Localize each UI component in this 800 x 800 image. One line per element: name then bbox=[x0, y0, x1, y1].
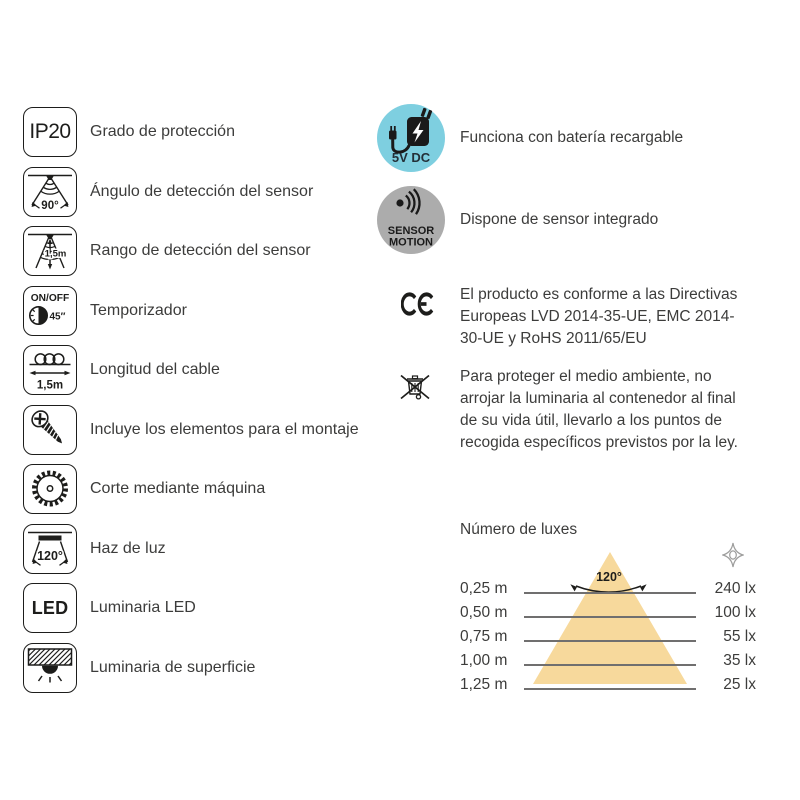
lux-row bbox=[460, 649, 756, 673]
distance-label: 0,75 m bbox=[460, 628, 508, 645]
lux-row bbox=[460, 601, 756, 625]
distance-label: 0,50 m bbox=[460, 604, 508, 621]
lux-row bbox=[460, 625, 756, 649]
spec-label: Grado de protección bbox=[90, 123, 235, 140]
level-line bbox=[524, 616, 696, 618]
spec-row-sensor-range bbox=[23, 226, 359, 276]
saw-blade-icon bbox=[23, 464, 77, 514]
spec-label: Ángulo de detección del sensor bbox=[90, 182, 314, 200]
spec-label: Corte mediante máquina bbox=[90, 480, 266, 497]
screw-glyph bbox=[25, 407, 75, 453]
ce-mark-icon bbox=[401, 292, 435, 316]
svg-text:120°: 120° bbox=[596, 570, 622, 584]
spec-row-light-beam bbox=[23, 524, 359, 574]
sensor-range-glyph bbox=[25, 228, 75, 274]
level-line bbox=[524, 640, 696, 642]
feature-sensor bbox=[377, 186, 658, 254]
feature-battery-label: Funciona con batería recargable bbox=[460, 129, 684, 146]
feature-battery bbox=[377, 104, 683, 172]
spec-row-ip-rating bbox=[23, 107, 359, 157]
lux-chart-canvas bbox=[460, 540, 756, 693]
svg-text:5V DC: 5V DC bbox=[391, 150, 431, 165]
spec-row-led bbox=[23, 583, 359, 633]
light-source-icon bbox=[722, 542, 744, 568]
level-line bbox=[524, 664, 696, 666]
distance-label: 1,25 m bbox=[460, 676, 508, 693]
svg-text:1,5m: 1,5m bbox=[44, 248, 67, 260]
spec-row-machine-cut bbox=[23, 464, 359, 514]
spec-label: Haz de luz bbox=[90, 539, 166, 557]
spec-label: Temporizador bbox=[90, 301, 187, 319]
lux-row bbox=[460, 673, 756, 697]
spec-label: Incluye los elementos para el montaje bbox=[90, 420, 359, 438]
weee-text: Para proteger el medio ambiente, no arrojar la luminaria al contenedor al final de su vida útil, llevarlo a los puntos de recogida específicos previstos por la ley. bbox=[460, 368, 738, 451]
spec-list bbox=[23, 107, 359, 693]
level-line bbox=[524, 592, 696, 594]
lux-value: 35 lx bbox=[723, 652, 756, 669]
svg-text:45″: 45″ bbox=[49, 311, 66, 322]
svg-text:1,5m: 1,5m bbox=[36, 379, 64, 392]
screw-icon bbox=[23, 405, 77, 455]
spec-row-sensor-angle bbox=[23, 167, 359, 217]
spec-label: Longitud del cable bbox=[90, 361, 220, 378]
svg-text:120°: 120° bbox=[37, 548, 63, 563]
svg-text:MOTION: MOTION bbox=[389, 236, 433, 249]
surface-mount-glyph bbox=[25, 645, 75, 691]
spec-row-surface-mount bbox=[23, 643, 359, 693]
sensor-angle-glyph bbox=[25, 169, 75, 215]
spec-label: Luminaria de superficie bbox=[90, 658, 256, 676]
lux-chart bbox=[460, 521, 756, 693]
svg-text:90°: 90° bbox=[41, 199, 59, 212]
light-beam-icon bbox=[23, 524, 77, 574]
lux-chart-title: Número de luxes bbox=[460, 521, 578, 538]
cable-length-glyph bbox=[25, 347, 75, 393]
spec-row-cable-length bbox=[23, 345, 359, 395]
feature-ce bbox=[401, 284, 782, 350]
lux-value: 55 lx bbox=[723, 628, 756, 645]
spec-row-mounting bbox=[23, 405, 359, 455]
ip20-badge: IP20 bbox=[29, 120, 71, 143]
sensor-angle-icon bbox=[23, 167, 77, 217]
distance-label: 1,00 m bbox=[460, 652, 508, 669]
sensor-range-icon bbox=[23, 226, 77, 276]
spec-label: Rango de detección del sensor bbox=[90, 242, 311, 259]
ce-text: El producto es conforme a las Directivas Europeas LVD 2014-35-UE, EMC 2014- 30-UE y RoHS 2011/65/EU bbox=[460, 286, 738, 347]
lux-value: 240 lx bbox=[714, 580, 756, 597]
svg-text:SENSOR: SENSOR bbox=[387, 225, 435, 237]
surface-mount-icon bbox=[23, 643, 77, 693]
led-icon bbox=[23, 583, 77, 633]
light-beam-glyph bbox=[25, 526, 75, 572]
lux-value: 100 lx bbox=[714, 604, 756, 621]
cable-length-icon bbox=[23, 345, 77, 395]
distance-label: 0,25 m bbox=[460, 580, 508, 597]
svg-text:ON/OFF: ON/OFF bbox=[30, 292, 70, 304]
ip20-rating-icon bbox=[23, 107, 77, 157]
feature-sensor-label: Dispone de sensor integrado bbox=[460, 211, 659, 228]
weee-bin-icon bbox=[398, 372, 432, 402]
level-line bbox=[524, 688, 696, 690]
battery-5vdc-icon bbox=[377, 104, 445, 172]
lux-row bbox=[460, 577, 756, 601]
lux-value: 25 lx bbox=[723, 676, 756, 693]
lux-rows bbox=[460, 577, 756, 697]
led-badge: LED bbox=[31, 597, 69, 618]
spec-row-timer bbox=[23, 286, 359, 336]
feature-weee bbox=[398, 366, 790, 454]
timer-glyph bbox=[25, 288, 75, 334]
sensor-motion-icon bbox=[377, 186, 445, 254]
timer-icon bbox=[23, 286, 77, 336]
saw-blade-glyph bbox=[25, 466, 75, 512]
spec-label: Luminaria LED bbox=[90, 599, 196, 616]
